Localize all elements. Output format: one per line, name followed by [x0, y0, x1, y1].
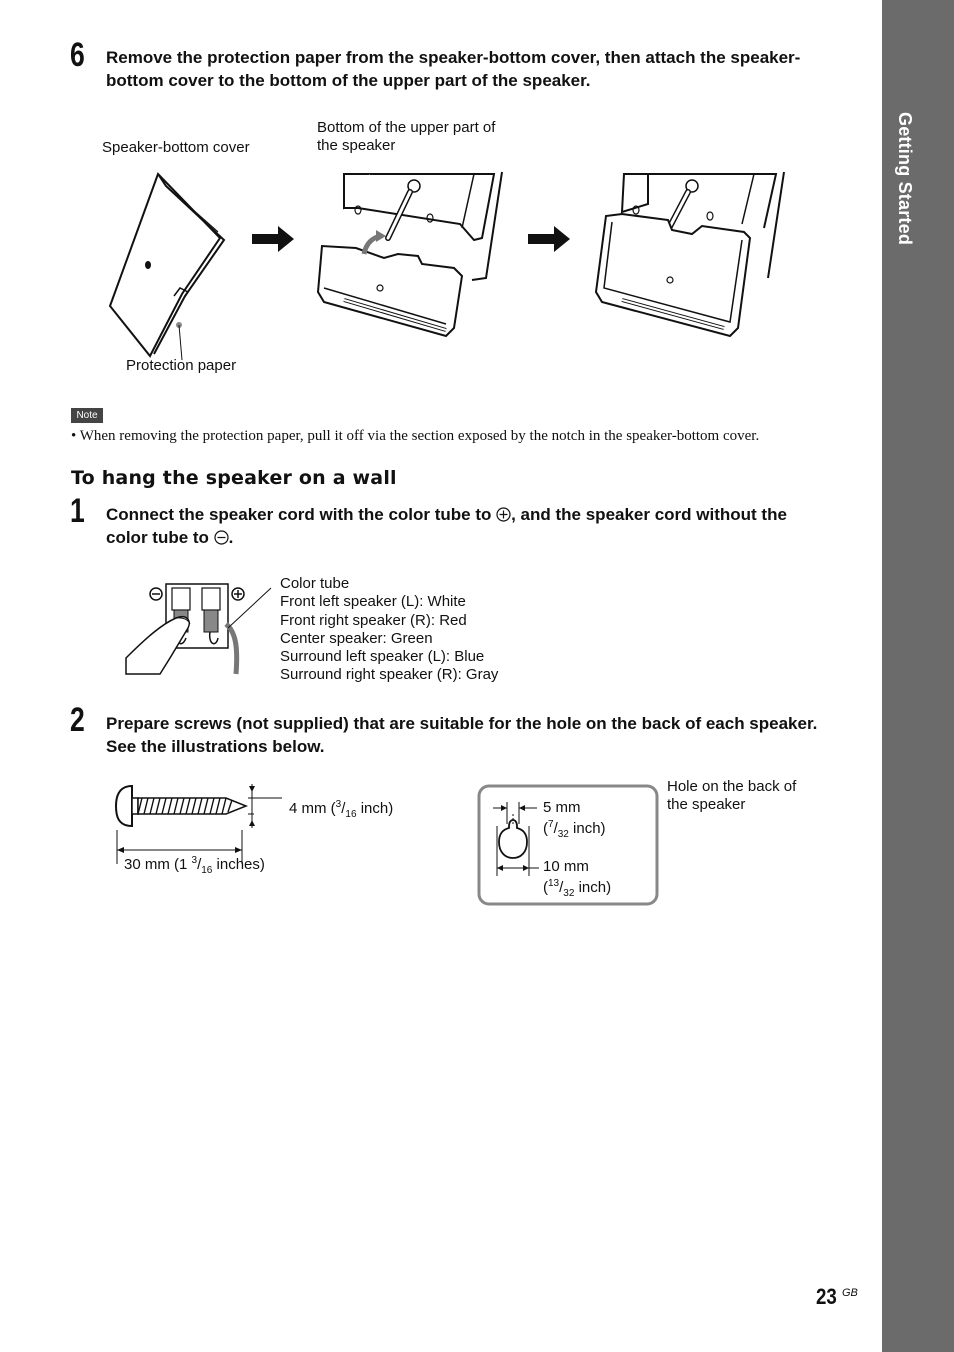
- text-span: inch): [568, 820, 606, 837]
- step-line: bottom cover to the bottom of the upper part of the speaker.: [106, 71, 591, 90]
- step-line: Prepare screws (not supplied) that are suitable for the hole on the back of each speaker.: [106, 714, 818, 733]
- screw-length-label: 30 mm (1 $^3/_{16}$ inches): [124, 855, 265, 876]
- screw-diameter-label: 4 mm ($^3/_{16}$ inch): [289, 799, 394, 820]
- step-line: [106, 526, 787, 549]
- fraction-numerator: 3: [191, 855, 198, 866]
- arrow-right-icon: [528, 226, 570, 252]
- step-number: 2: [70, 701, 85, 739]
- protection-paper-label: Protection paper: [126, 357, 237, 374]
- label-line: the speaker: [667, 796, 746, 813]
- fraction-numerator: 13: [548, 878, 560, 889]
- text-span: 4 mm (: [289, 800, 336, 817]
- upper-part-label: [317, 119, 495, 155]
- color-tube-item: Front left speaker (L): White: [280, 593, 466, 611]
- color-tube-item: Center speaker: Green: [280, 629, 433, 647]
- label-line: 5 mm: [543, 799, 581, 816]
- text-span: inches): [212, 856, 265, 873]
- text-span: Connect the speaker cord with the color tube to: [106, 505, 497, 524]
- step-line: Remove the protection paper from the speaker-bottom cover, then attach the speaker-: [106, 48, 801, 67]
- fraction-denominator: 32: [557, 829, 569, 840]
- label-line: Bottom of the upper part of: [317, 119, 496, 136]
- note-text: • When removing the protection paper, pull it off via the section exposed by the notch in the speaker-bottom cover.: [71, 428, 760, 444]
- label-line: the speaker: [317, 137, 396, 154]
- color-tube-list: [280, 575, 498, 685]
- step-line: [106, 503, 787, 526]
- speaker-attach-illustration: [314, 168, 514, 348]
- hole-caption: [667, 778, 796, 814]
- step-number: 1: [70, 492, 85, 530]
- arrow-right-icon: [252, 226, 294, 252]
- step-instruction: [106, 712, 817, 758]
- label-line: 10 mm: [543, 858, 589, 875]
- color-tube-title: Color tube: [280, 575, 350, 592]
- speaker-terminal-illustration: [126, 578, 276, 678]
- hole-width-label: [543, 799, 606, 843]
- page-number: 23: [816, 1284, 837, 1309]
- step-line: See the illustrations below.: [106, 737, 325, 756]
- text-span: inch): [356, 800, 394, 817]
- text-span: 30 mm (1: [124, 856, 192, 873]
- label-line: Hole on the back of: [667, 778, 797, 795]
- speaker-attached-illustration: [592, 168, 792, 348]
- color-tube-item: Surround left speaker (L): Blue: [280, 648, 485, 666]
- minus-terminal-icon: [214, 530, 229, 545]
- note-badge: Note: [71, 408, 103, 423]
- fraction-denominator: 16: [345, 809, 357, 820]
- step-instruction: [106, 503, 787, 549]
- section-heading: To hang the speaker on a wall: [71, 467, 397, 489]
- color-tube-item: Front right speaker (R): Red: [280, 611, 467, 629]
- hole-height-label: [543, 858, 611, 902]
- text-span: .: [228, 528, 234, 547]
- fraction-numerator: 3: [335, 799, 342, 810]
- label-line: ($^{13}/_{32}$ inch): [543, 878, 612, 899]
- color-tube-item: Surround right speaker (R): Gray: [280, 666, 499, 684]
- text-span: inch): [574, 879, 612, 896]
- step-number: 6: [70, 36, 85, 74]
- fraction-denominator: 32: [563, 888, 575, 899]
- plus-terminal-icon: [496, 507, 511, 522]
- text-span: , and the speaker cord without the: [511, 505, 787, 524]
- fraction-numerator: 7: [548, 819, 554, 830]
- page-suffix: GB: [842, 1287, 858, 1299]
- speaker-bottom-cover-illustration: [100, 168, 240, 358]
- fraction-denominator: 16: [201, 865, 213, 876]
- text-span: color tube to: [106, 528, 214, 547]
- section-sidebar: [882, 0, 954, 1352]
- section-label: Getting Started: [895, 112, 915, 246]
- label-line: ($^7/_{32}$ inch): [543, 819, 606, 840]
- step-instruction: [106, 46, 800, 92]
- cover-label: Speaker-bottom cover: [102, 139, 250, 156]
